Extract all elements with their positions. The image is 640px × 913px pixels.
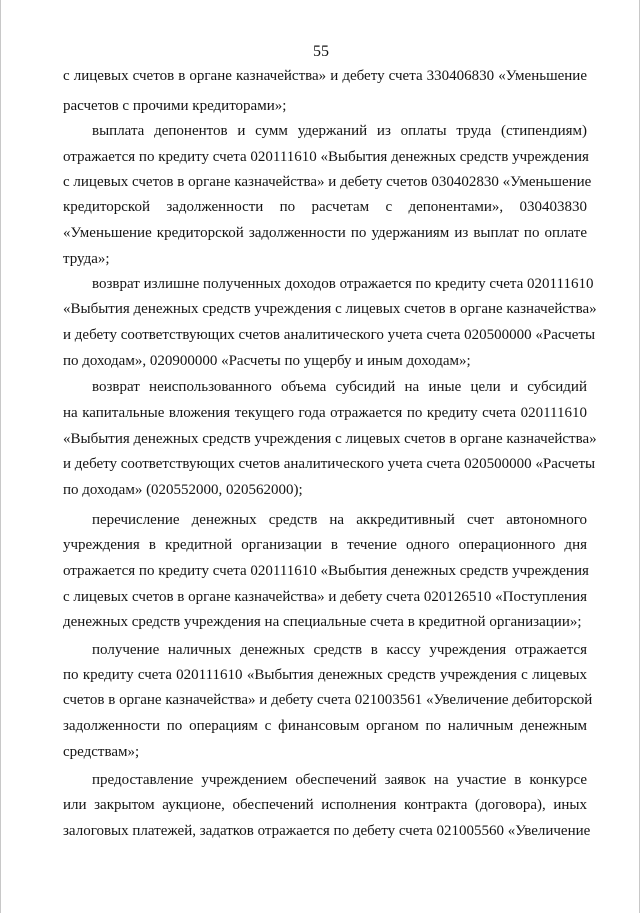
text-line: получение наличных денежных средств в кассу учреждения отражается xyxy=(92,642,587,658)
text-line: денежных средств учреждения на специальные счета в кредитной организации»; xyxy=(63,614,582,630)
text-line: кредиторской задолженности по расчетам с депонентами», 030403830 xyxy=(63,199,587,215)
text-line: задолженности по операциям с финансовым органом по наличным денежным xyxy=(63,718,587,734)
text-line: перечисление денежных средств на аккредитивный счет автономного xyxy=(92,512,587,528)
text-line: и дебету соответствующих счетов аналитического учета счета 020500000 «Расчеты xyxy=(63,327,596,343)
text-line: или закрытом аукционе, обеспечений исполнения контракта (договора), иных xyxy=(63,797,587,813)
text-line: «Уменьшение кредиторской задолженности по удержаниям из выплат по оплате xyxy=(63,225,587,241)
text-line: залоговых платежей, задатков отражается по дебету счета 021005560 «Увеличение xyxy=(63,823,591,839)
text-line: «Выбытия денежных средств учреждения с лицевых счетов в органе казначейства» xyxy=(63,431,597,447)
text-line: расчетов с прочими кредиторами»; xyxy=(63,98,287,114)
text-line: учреждения в кредитной организации в течение одного операционного дня xyxy=(63,537,587,553)
text-line: по доходам» (020552000, 020562000); xyxy=(63,482,303,498)
text-line: предоставление учреждением обеспечений заявок на участие в конкурсе xyxy=(92,772,587,788)
text-line: с лицевых счетов в органе казначейства» и дебету счета 330406830 «Уменьшение xyxy=(63,68,587,84)
text-line: отражается по кредиту счета 020111610 «Выбытия денежных средств учреждения xyxy=(63,563,589,579)
text-line: и дебету соответствующих счетов аналитического учета счета 020500000 «Расчеты xyxy=(63,456,596,472)
page-number: 55 xyxy=(313,43,329,60)
text-line: труда»; xyxy=(63,251,110,267)
text-line: «Выбытия денежных средств учреждения с лицевых счетов в органе казначейства» xyxy=(63,301,597,317)
text-line: возврат излишне полученных доходов отражается по кредиту счета 020111610 xyxy=(92,276,594,292)
text-line: возврат неиспользованного объема субсидий на иные цели и субсидий xyxy=(92,379,587,395)
text-line: на капитальные вложения текущего года отражается по кредиту счета 020111610 xyxy=(63,405,587,421)
text-line: по кредиту счета 020111610 «Выбытия денежных средств учреждения с лицевых xyxy=(63,667,587,683)
text-line: средствам»; xyxy=(63,744,140,760)
text-line: по доходам», 020900000 «Расчеты по ущербу и иным доходам»; xyxy=(63,353,471,369)
text-line: с лицевых счетов в органе казначейства» и дебету счетов 030402830 «Уменьшение xyxy=(63,174,592,190)
text-line: с лицевых счетов в органе казначейства» и дебету счета 020126510 «Поступления xyxy=(63,589,587,605)
text-line: отражается по кредиту счета 020111610 «Выбытия денежных средств учреждения xyxy=(63,149,589,165)
text-line: счетов в органе казначейства» и дебету счета 021003561 «Увеличение дебиторской xyxy=(63,692,593,708)
text-line: выплата депонентов и сумм удержаний из оплаты труда (стипендиям) xyxy=(92,123,587,139)
